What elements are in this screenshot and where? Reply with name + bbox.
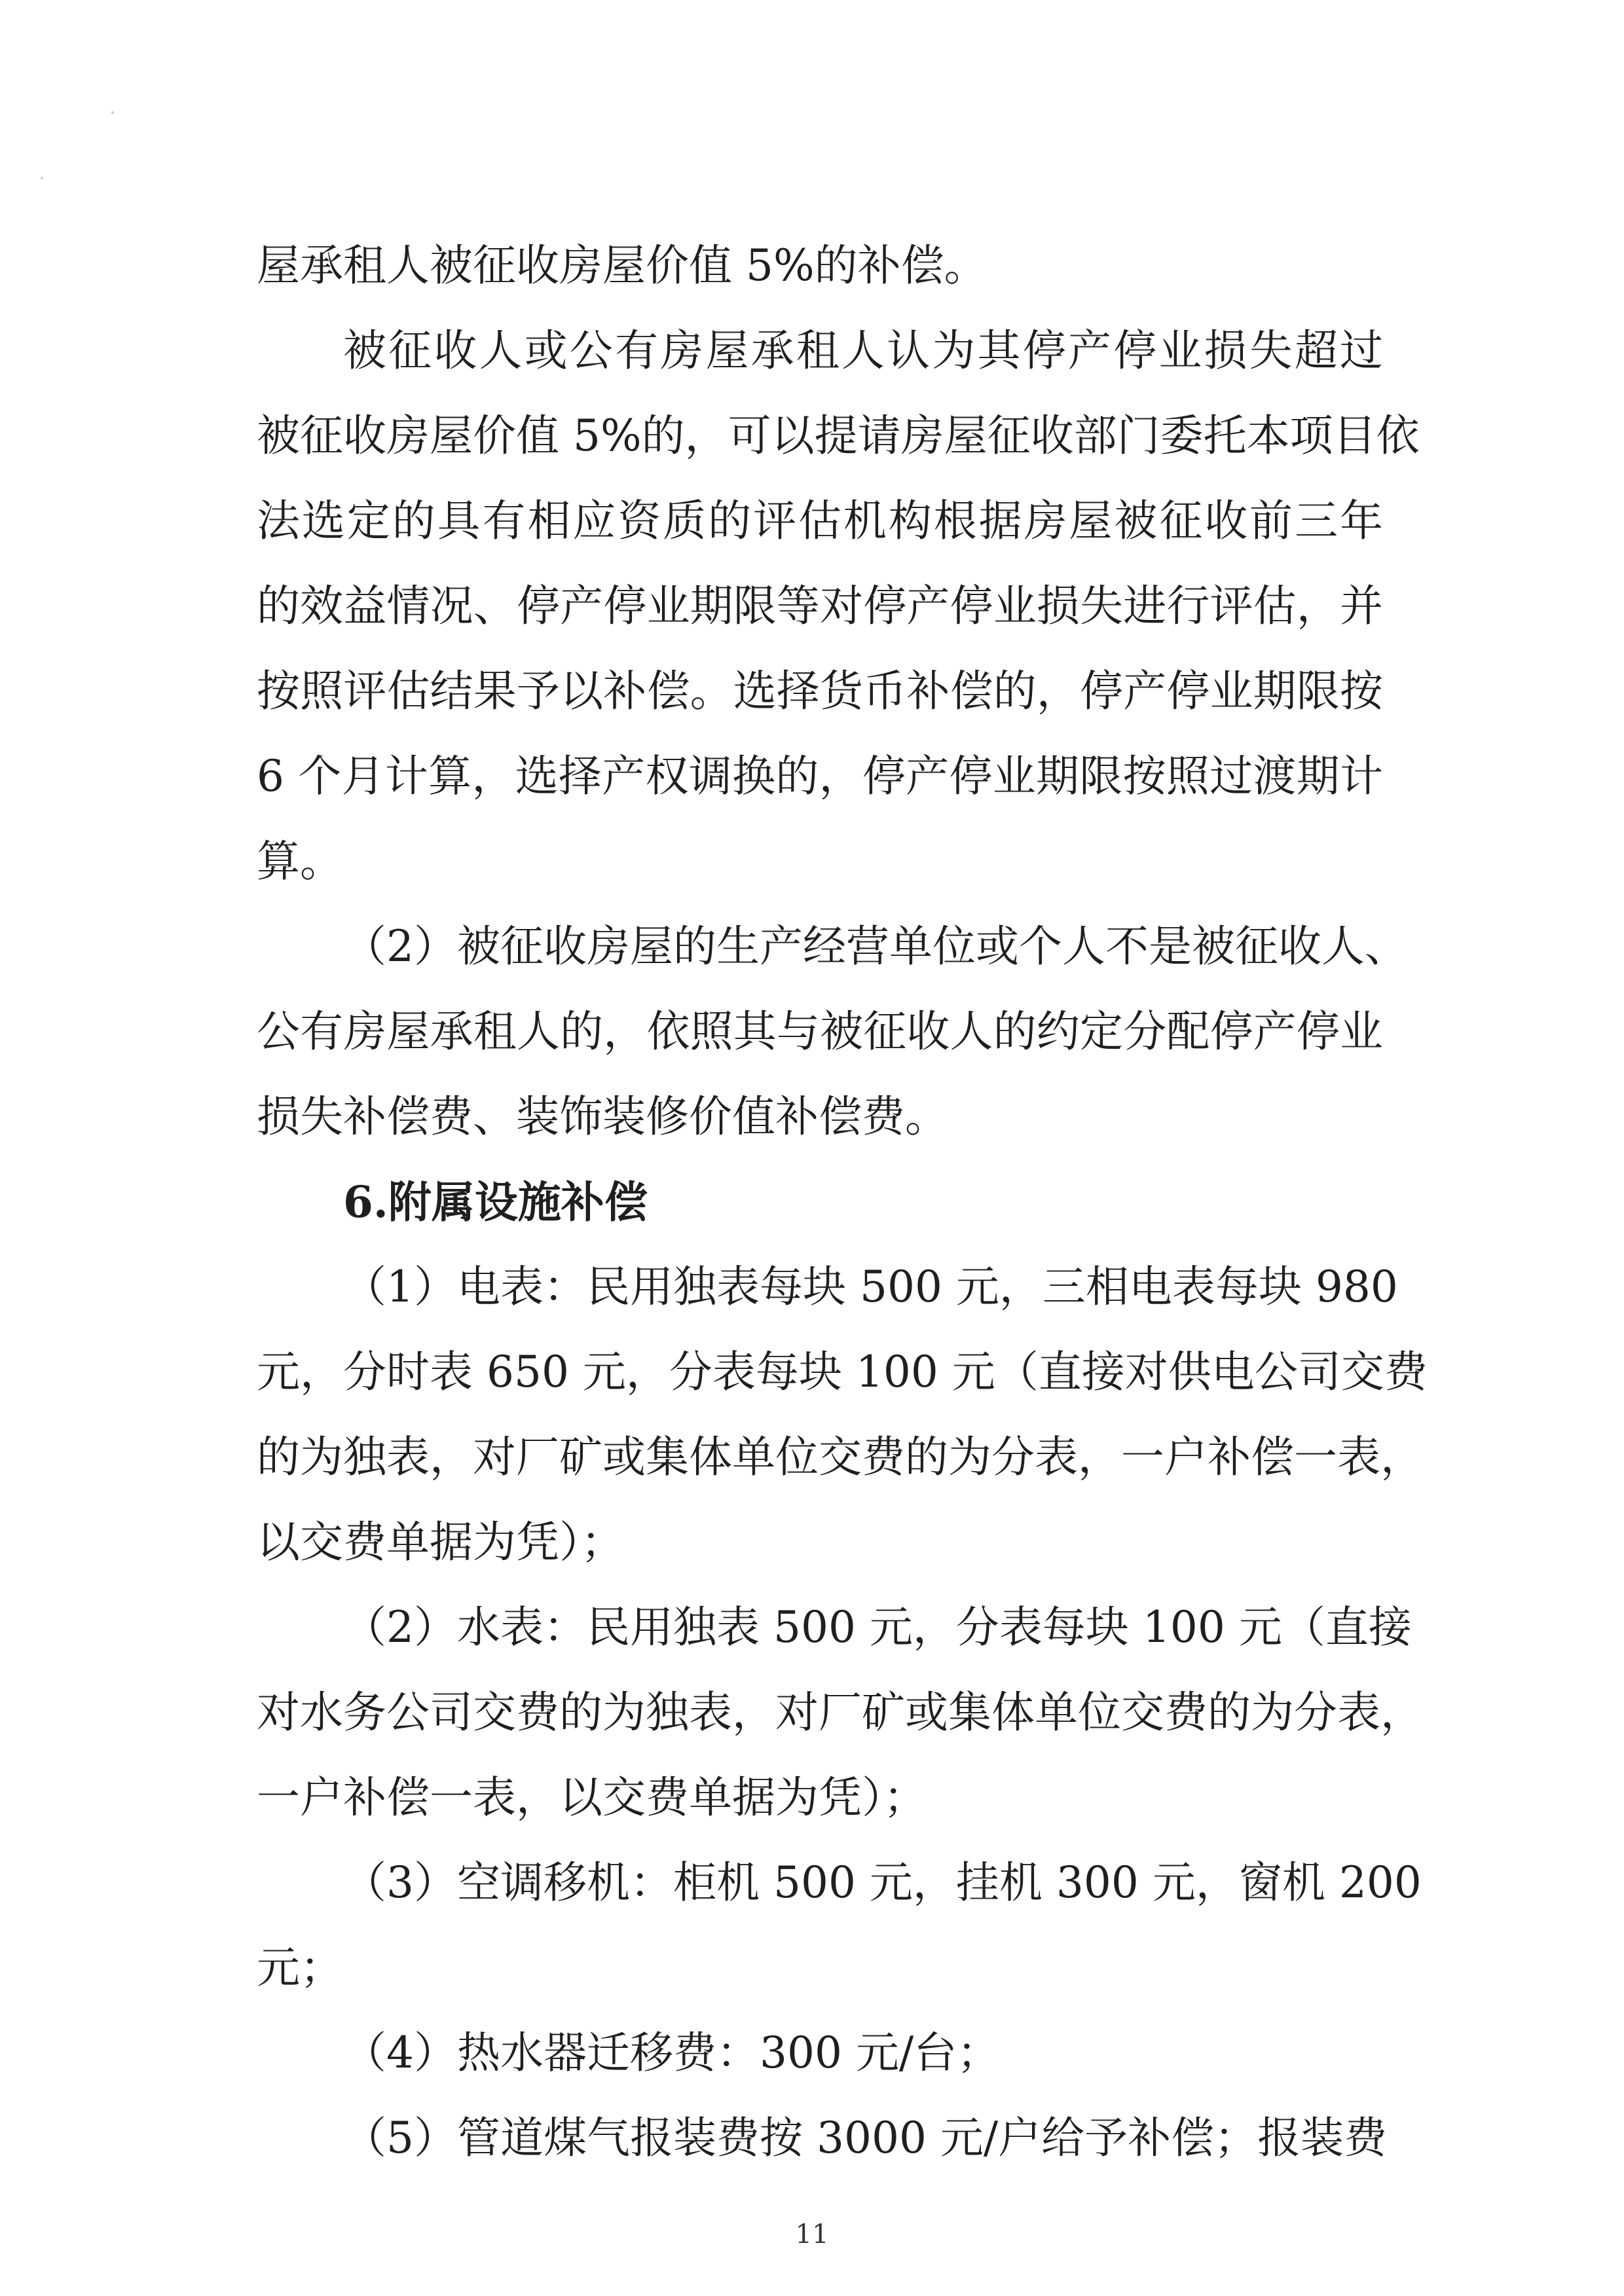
- text-line: 法选定的具有相应资质的评估机构根据房屋被征收前三年: [257, 496, 1383, 546]
- text-line: 按照评估结果予以补偿。选择货币补偿的，停产停业期限按: [257, 666, 1383, 716]
- section-heading: 6.附属设施补偿: [343, 1176, 648, 1228]
- text-line: 算。: [257, 836, 343, 886]
- text-line: 元；: [257, 1942, 343, 1993]
- paragraph-first-line: （2）水表：民用独表 500 元，分表每块 100 元（直接: [343, 1602, 1412, 1652]
- text-line: 元，分时表 650 元，分表每块 100 元（直接对供电公司交费: [257, 1347, 1428, 1397]
- paragraph-first-line: （2）被征收房屋的生产经营单位或个人不是被征收人、: [343, 921, 1408, 972]
- text-line: 一户补偿一表，以交费单据为凭）；: [257, 1772, 927, 1823]
- scan-speck: [41, 177, 43, 179]
- text-line: 公有房屋承租人的，依照其与被征收人的约定分配停产停业: [257, 1006, 1383, 1057]
- text-line: 被征收房屋价值 5%的，可以提请房屋征收部门委托本项目依: [257, 410, 1420, 461]
- page-number: 11: [795, 2219, 829, 2250]
- scan-speck: [111, 111, 114, 114]
- paragraph-first-line: 被征收人或公有房屋承租人认为其停产停业损失超过: [343, 325, 1383, 376]
- text-line: 屋承租人被征收房屋价值 5%的补偿。: [257, 240, 987, 291]
- text-line: 以交费单据为凭）；: [257, 1517, 624, 1567]
- text-line: 对水务公司交费的为独表，对厂矿或集体单位交费的为分表，: [257, 1687, 1424, 1738]
- paragraph-first-line: （5）管道煤气报装费按 3000 元/户给予补偿；报装费: [343, 2113, 1388, 2163]
- paragraph-first-line: （1）电表：民用独表每块 500 元，三相电表每块 980: [343, 1262, 1398, 1312]
- text-line: 的为独表，对厂矿或集体单位交费的为分表，一户补偿一表，: [257, 1432, 1424, 1482]
- text-line: 6 个月计算，选择产权调换的，停产停业期限按照过渡期计: [257, 751, 1383, 801]
- text-line: 的效益情况、停产停业期限等对停产停业损失进行评估，并: [257, 581, 1383, 631]
- paragraph-first-line: （3）空调移机：柜机 500 元，挂机 300 元，窗机 200: [343, 1857, 1422, 1908]
- text-line: 损失补偿费、装饰装修价值补偿费。: [257, 1091, 948, 1142]
- paragraph-first-line: （4）热水器迁移费：300 元/台；: [343, 2028, 1001, 2078]
